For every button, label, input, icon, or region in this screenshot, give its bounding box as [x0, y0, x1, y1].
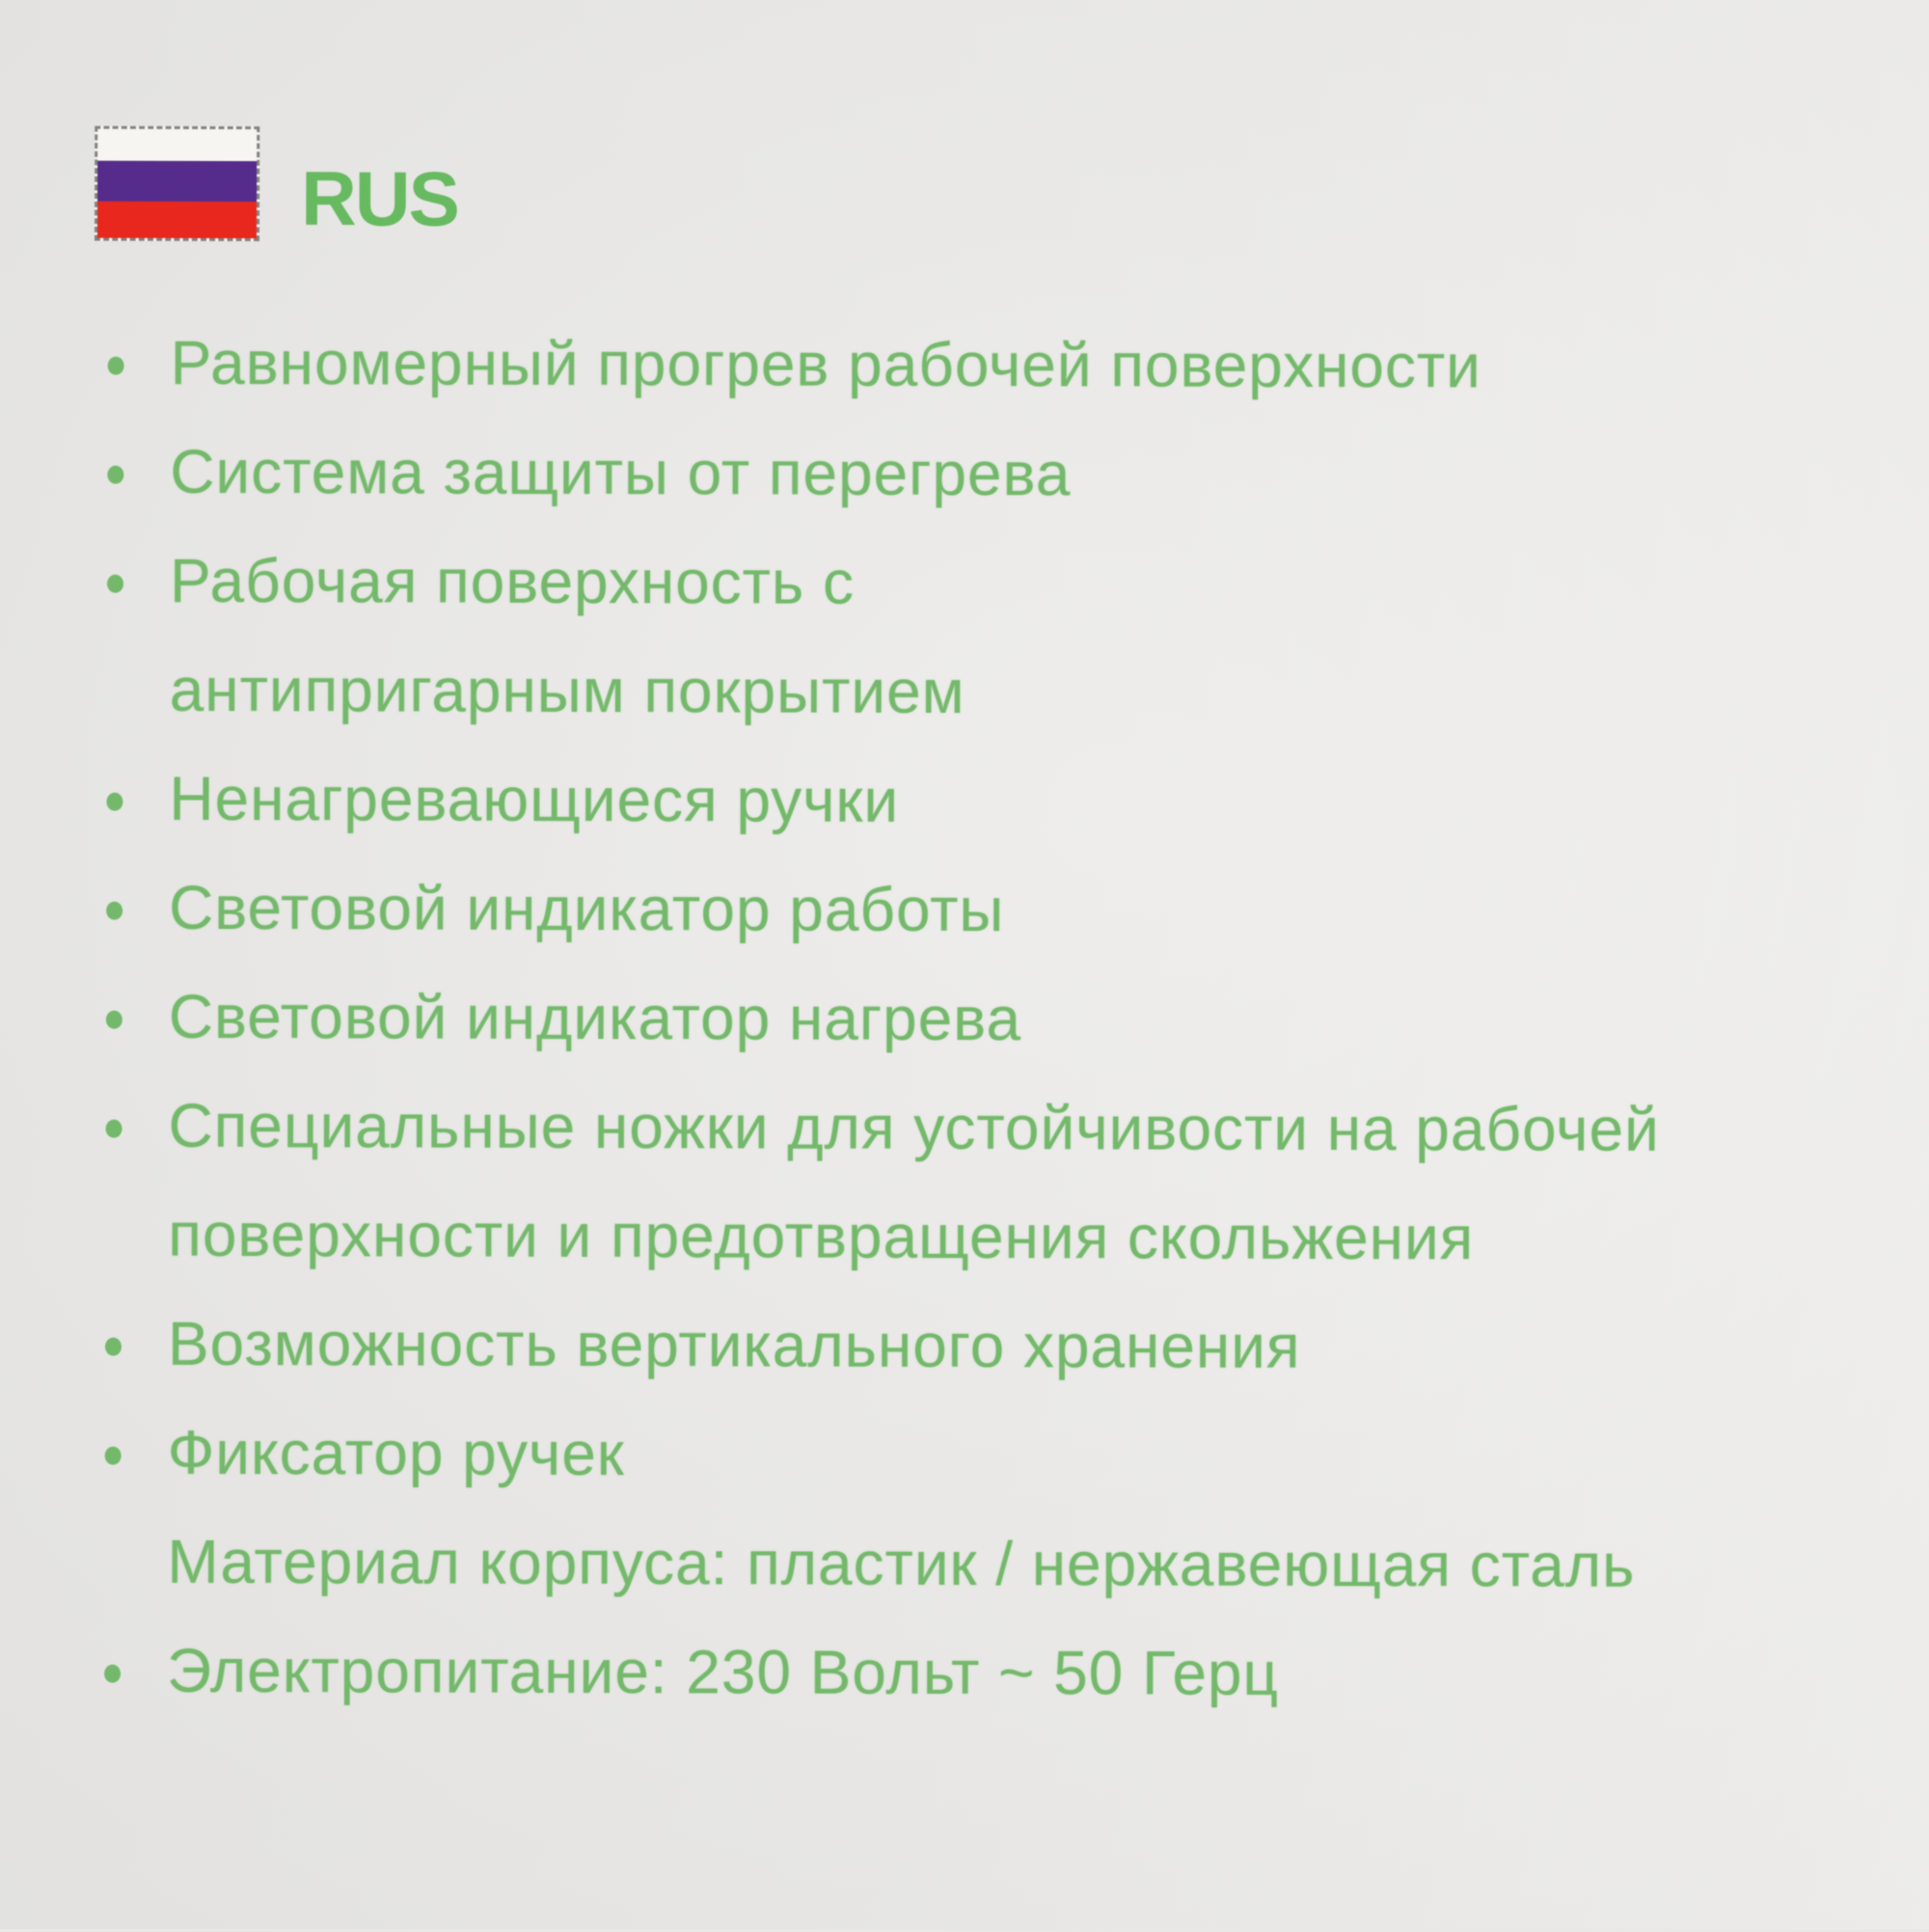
list-item-text: Возможность вертикального хранения	[167, 1308, 1301, 1381]
list-item-text: Ненагревающиеся ручки	[169, 763, 900, 835]
bullet-icon	[105, 1446, 122, 1464]
list-item	[0, 962, 1929, 1075]
list-item	[0, 1616, 1927, 1729]
list-item	[0, 1289, 1928, 1402]
bullet-icon	[107, 574, 123, 592]
bullet-icon	[107, 465, 123, 483]
bullet-icon	[104, 1664, 121, 1682]
list-item	[0, 1398, 1928, 1511]
list-item-text: Световой индикатор работы	[169, 872, 1005, 945]
list-item-text: Фиксатор ручек	[167, 1417, 625, 1489]
flag-blue-stripe	[97, 160, 257, 201]
feature-list	[0, 308, 1929, 1729]
list-item-text: поверхности и предотвращения скольжения	[168, 1199, 1475, 1273]
russia-flag-icon	[95, 126, 259, 241]
list-item-text: Материал корпуса: пластик / нержавеющая сталь	[167, 1526, 1636, 1600]
list-item	[1, 417, 1929, 531]
list-item	[1, 635, 1929, 748]
list-item-text: Система защиты от перегрева	[170, 436, 1072, 509]
list-item-text: Специальные ножки для устойчивости на рабочей	[168, 1090, 1660, 1164]
flag-red-stripe	[97, 201, 257, 238]
list-item	[1, 526, 1929, 639]
bullet-icon	[108, 356, 124, 374]
list-item	[0, 1507, 1928, 1620]
bullet-icon	[106, 1010, 122, 1028]
bullet-icon	[106, 1119, 122, 1137]
language-label: RUS	[300, 155, 459, 242]
list-item-text: Равномерный прогрев рабочей поверхности	[170, 327, 1481, 401]
list-item	[1, 308, 1929, 422]
list-item	[0, 744, 1929, 857]
list-item-text: Световой индикатор нагрева	[168, 981, 1022, 1054]
list-item	[0, 1071, 1929, 1184]
list-item-text: Электропитание: 230 Вольт ~ 50 Герц	[166, 1635, 1280, 1708]
bullet-icon	[106, 792, 122, 810]
list-item-text: Рабочая поверхность с	[169, 545, 856, 617]
list-item	[0, 853, 1929, 966]
list-item-text: антипригарным покрытием	[169, 654, 965, 727]
flag-white-stripe	[97, 129, 257, 161]
bullet-icon	[106, 901, 122, 919]
list-item	[0, 1180, 1928, 1293]
bullet-icon	[105, 1337, 122, 1355]
